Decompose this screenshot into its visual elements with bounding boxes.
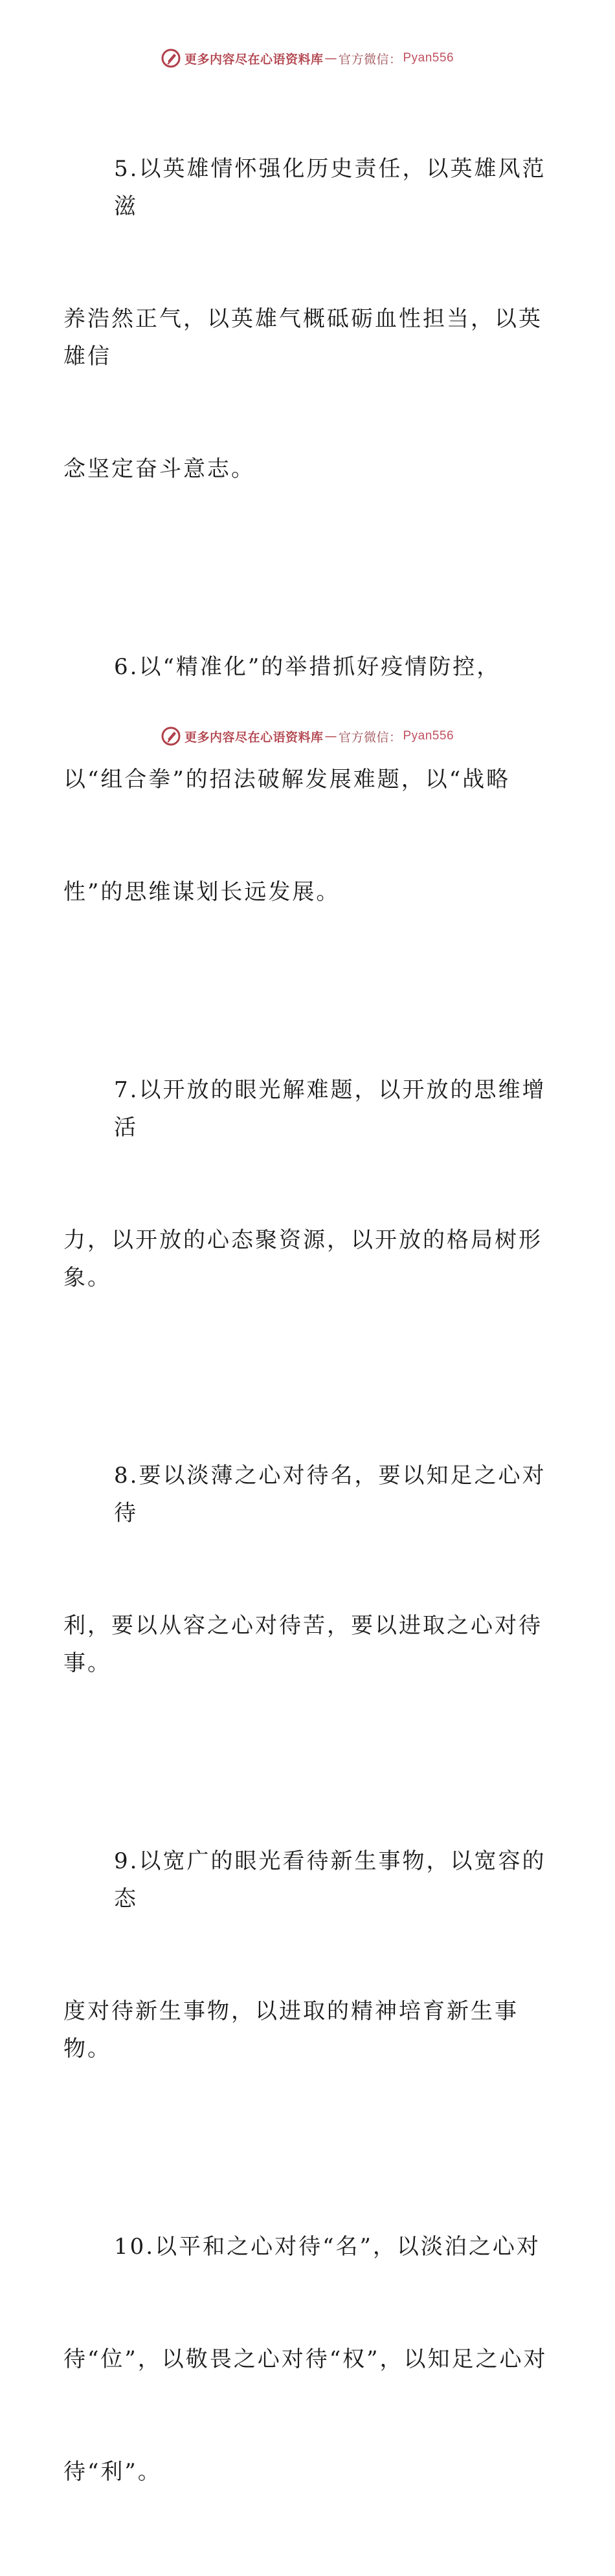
- paragraph-8: [63, 1382, 550, 1757]
- banner-text: 更多内容尽在心语资料库: [184, 730, 324, 745]
- paragraph-line: 待“利”。: [63, 2459, 162, 2485]
- paragraph-line: 利，要以从容之心对待苦，要以进取之心对待事。: [63, 1613, 542, 1676]
- paragraph-line: 5.以英雄情怀强化历史责任，以英雄风范滋: [114, 156, 546, 219]
- banner-wechat-id: Pyan556: [403, 51, 454, 65]
- paragraph-line: 8.要以淡薄之心对待名，要以知足之心对待: [114, 1463, 546, 1526]
- paragraph-line: 10.以平和之心对待“名”，以淡泊之心对: [114, 2234, 541, 2260]
- paragraph-line: 待“位”，以敬畏之心对待“权”，以知足之心对: [63, 2346, 548, 2372]
- header-banner: [0, 45, 615, 71]
- paragraph-line: 力，以开放的心态聚资源，以开放的格局树形象。: [63, 1227, 542, 1291]
- paragraph-10: [63, 2153, 550, 2566]
- banner-wechat-id: Pyan556: [403, 729, 454, 743]
- paragraph-9: [63, 1767, 550, 2143]
- paragraph-line: 以“组合拳”的招法破解发展难题，以“战略: [63, 767, 511, 792]
- logo-icon: [161, 726, 181, 746]
- paragraph-5: [63, 75, 550, 563]
- logo-icon: [161, 49, 181, 68]
- paragraph-line: 养浩然正气，以英雄气概砥砺血性担当，以英雄信: [63, 306, 542, 369]
- banner-separator: —: [324, 729, 337, 743]
- banner-wechat-label: 官方微信：: [338, 730, 402, 745]
- banner-separator: —: [324, 51, 337, 65]
- document-body: [63, 75, 550, 2576]
- paragraph-line: 7.以开放的眼光解难题，以开放的思维增活: [114, 1077, 546, 1141]
- footer-banner: [0, 723, 615, 749]
- banner-wechat-label: 官方微信：: [338, 52, 402, 67]
- paragraph-line: 6.以“精准化”的举措抓好疫情防控，: [114, 654, 501, 680]
- paragraph-line: 9.以宽广的眼光看待新生事物，以宽容的态: [114, 1848, 546, 1912]
- paragraph-line: 念坚定奋斗意志。: [63, 456, 255, 482]
- paragraph-line: 性”的思维谋划长远发展。: [63, 879, 341, 905]
- paragraph-line: 度对待新生事物，以进取的精神培育新生事物。: [63, 1998, 519, 2062]
- paragraph-6: [63, 573, 550, 986]
- banner-text: 更多内容尽在心语资料库: [184, 52, 324, 67]
- paragraph-7: [63, 996, 550, 1371]
